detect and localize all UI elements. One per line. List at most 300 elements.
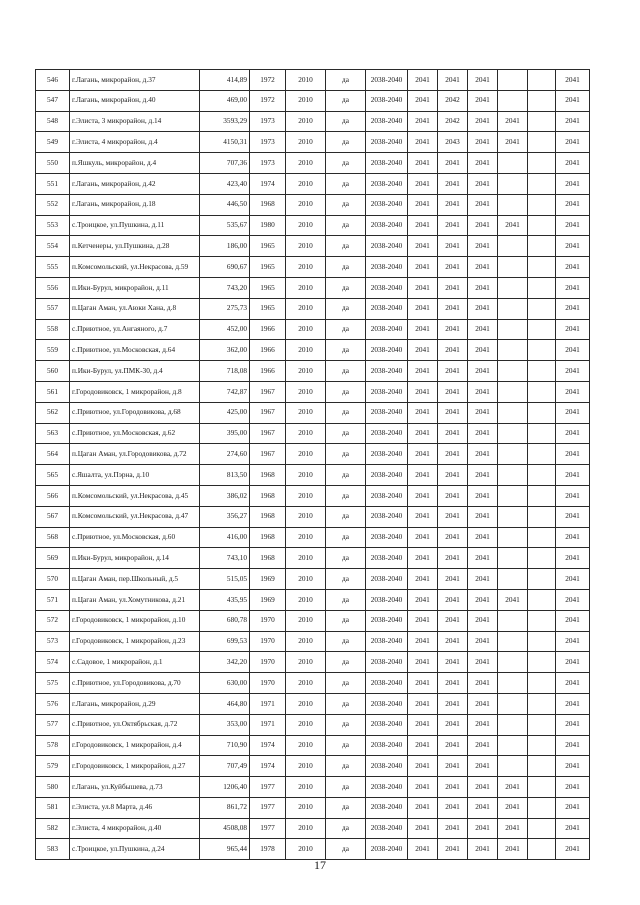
work-3-cell: 2041	[468, 90, 498, 111]
row-number: 547	[36, 90, 70, 111]
work-2-cell: 2041	[438, 340, 468, 361]
area-cell: 4508,08	[200, 818, 250, 839]
year-built-cell: 1969	[250, 569, 286, 590]
repair-needed-cell: да	[326, 423, 366, 444]
area-cell: 416,00	[200, 527, 250, 548]
work-1-cell: 2041	[408, 381, 438, 402]
work-1-cell: 2041	[408, 714, 438, 735]
work-3-cell: 2041	[468, 631, 498, 652]
repair-period-cell: 2038-2040	[366, 194, 408, 215]
work-3-cell: 2041	[468, 465, 498, 486]
work-5-cell: 2041	[556, 777, 590, 798]
work-3-cell: 2041	[468, 402, 498, 423]
last-repair-cell: 2010	[286, 673, 326, 694]
address-cell: г.Лагань, микрорайон, д.40	[70, 90, 200, 111]
work-1-cell: 2041	[408, 319, 438, 340]
row-number: 556	[36, 277, 70, 298]
work-1-cell: 2041	[408, 132, 438, 153]
work-2-cell: 2042	[438, 111, 468, 132]
work-3-cell: 2041	[468, 797, 498, 818]
work-4-cell	[498, 402, 528, 423]
table-row	[36, 839, 590, 860]
last-repair-cell: 2010	[286, 756, 326, 777]
table-row	[36, 797, 590, 818]
blank-cell	[528, 173, 556, 194]
blank-cell	[528, 569, 556, 590]
work-3-cell: 2041	[468, 569, 498, 590]
year-built-cell: 1968	[250, 485, 286, 506]
work-5-cell: 2041	[556, 257, 590, 278]
table-row	[36, 735, 590, 756]
work-2-cell: 2041	[438, 402, 468, 423]
last-repair-cell: 2010	[286, 714, 326, 735]
row-number: 573	[36, 631, 70, 652]
work-2-cell: 2041	[438, 777, 468, 798]
work-2-cell: 2041	[438, 548, 468, 569]
repair-period-cell: 2038-2040	[366, 111, 408, 132]
repair-period-cell: 2038-2040	[366, 132, 408, 153]
blank-cell	[528, 818, 556, 839]
year-built-cell: 1974	[250, 173, 286, 194]
work-5-cell: 2041	[556, 693, 590, 714]
work-3-cell: 2041	[468, 153, 498, 174]
work-3-cell: 2041	[468, 818, 498, 839]
work-1-cell: 2041	[408, 756, 438, 777]
year-built-cell: 1970	[250, 610, 286, 631]
address-cell: п.Ики-Бурул, микрорайон, д.14	[70, 548, 200, 569]
table-row	[36, 610, 590, 631]
last-repair-cell: 2010	[286, 402, 326, 423]
work-5-cell: 2041	[556, 465, 590, 486]
repair-period-cell: 2038-2040	[366, 839, 408, 860]
repair-needed-cell: да	[326, 548, 366, 569]
year-built-cell: 1969	[250, 589, 286, 610]
address-cell: с.Приютное, ул.Октябрьская, д.72	[70, 714, 200, 735]
row-number: 578	[36, 735, 70, 756]
repair-needed-cell: да	[326, 381, 366, 402]
work-4-cell: 2041	[498, 589, 528, 610]
work-2-cell: 2041	[438, 631, 468, 652]
work-2-cell: 2041	[438, 485, 468, 506]
repair-needed-cell: да	[326, 236, 366, 257]
work-3-cell: 2041	[468, 277, 498, 298]
row-number: 581	[36, 797, 70, 818]
work-4-cell	[498, 465, 528, 486]
work-4-cell	[498, 485, 528, 506]
work-1-cell: 2041	[408, 485, 438, 506]
repair-period-cell: 2038-2040	[366, 90, 408, 111]
address-cell: с.Приютное, ул.Московская, д.60	[70, 527, 200, 548]
work-5-cell: 2041	[556, 444, 590, 465]
address-cell: с.Приютное, ул.Ангаяного, д.7	[70, 319, 200, 340]
table-row	[36, 298, 590, 319]
work-1-cell: 2041	[408, 153, 438, 174]
page-number: 17	[314, 858, 326, 872]
year-built-cell: 1972	[250, 70, 286, 91]
work-1-cell: 2041	[408, 465, 438, 486]
blank-cell	[528, 111, 556, 132]
work-3-cell: 2041	[468, 714, 498, 735]
area-cell: 630,00	[200, 673, 250, 694]
last-repair-cell: 2010	[286, 569, 326, 590]
table-row	[36, 756, 590, 777]
work-5-cell: 2041	[556, 236, 590, 257]
last-repair-cell: 2010	[286, 90, 326, 111]
row-number: 563	[36, 423, 70, 444]
work-4-cell: 2041	[498, 777, 528, 798]
area-cell: 395,00	[200, 423, 250, 444]
table-body	[36, 70, 590, 860]
area-cell: 469,00	[200, 90, 250, 111]
year-built-cell: 1965	[250, 236, 286, 257]
area-cell: 464,80	[200, 693, 250, 714]
blank-cell	[528, 839, 556, 860]
area-cell: 1206,40	[200, 777, 250, 798]
last-repair-cell: 2010	[286, 153, 326, 174]
work-2-cell: 2041	[438, 215, 468, 236]
work-5-cell: 2041	[556, 839, 590, 860]
work-4-cell	[498, 194, 528, 215]
blank-cell	[528, 402, 556, 423]
address-cell: п.Цаган Аман, ул.Аюки Хана, д.8	[70, 298, 200, 319]
work-3-cell: 2041	[468, 381, 498, 402]
work-5-cell: 2041	[556, 569, 590, 590]
address-cell: г.Лагань, микрорайон, д.42	[70, 173, 200, 194]
blank-cell	[528, 215, 556, 236]
table-row	[36, 444, 590, 465]
work-2-cell: 2041	[438, 257, 468, 278]
repair-period-cell: 2038-2040	[366, 527, 408, 548]
address-cell: г.Лагань, микрорайон, д.29	[70, 693, 200, 714]
repair-needed-cell: да	[326, 132, 366, 153]
blank-cell	[528, 319, 556, 340]
year-built-cell: 1968	[250, 194, 286, 215]
last-repair-cell: 2010	[286, 215, 326, 236]
blank-cell	[528, 735, 556, 756]
area-cell: 515,05	[200, 569, 250, 590]
address-cell: с.Троицкое, ул.Пушкина, д.11	[70, 215, 200, 236]
repair-period-cell: 2038-2040	[366, 298, 408, 319]
work-5-cell: 2041	[556, 215, 590, 236]
area-cell: 342,20	[200, 652, 250, 673]
area-cell: 699,53	[200, 631, 250, 652]
year-built-cell: 1968	[250, 548, 286, 569]
repair-needed-cell: да	[326, 506, 366, 527]
table-row	[36, 548, 590, 569]
blank-cell	[528, 340, 556, 361]
work-2-cell: 2041	[438, 527, 468, 548]
repair-needed-cell: да	[326, 153, 366, 174]
row-number: 570	[36, 569, 70, 590]
repair-period-cell: 2038-2040	[366, 402, 408, 423]
area-cell: 743,20	[200, 277, 250, 298]
area-cell: 742,87	[200, 381, 250, 402]
row-number: 553	[36, 215, 70, 236]
work-4-cell: 2041	[498, 111, 528, 132]
work-2-cell: 2041	[438, 423, 468, 444]
repair-period-cell: 2038-2040	[366, 693, 408, 714]
repair-needed-cell: да	[326, 527, 366, 548]
area-cell: 965,44	[200, 839, 250, 860]
blank-cell	[528, 589, 556, 610]
blank-cell	[528, 236, 556, 257]
repair-period-cell: 2038-2040	[366, 277, 408, 298]
work-1-cell: 2041	[408, 527, 438, 548]
area-cell: 446,50	[200, 194, 250, 215]
blank-cell	[528, 548, 556, 569]
blank-cell	[528, 610, 556, 631]
work-5-cell: 2041	[556, 298, 590, 319]
row-number: 560	[36, 361, 70, 382]
row-number: 546	[36, 70, 70, 91]
work-5-cell: 2041	[556, 548, 590, 569]
year-built-cell: 1980	[250, 215, 286, 236]
address-cell: г.Городовиковск, 1 микрорайон, д.4	[70, 735, 200, 756]
last-repair-cell: 2010	[286, 444, 326, 465]
repair-period-cell: 2038-2040	[366, 70, 408, 91]
table-row	[36, 777, 590, 798]
work-5-cell: 2041	[556, 673, 590, 694]
year-built-cell: 1971	[250, 693, 286, 714]
work-2-cell: 2041	[438, 693, 468, 714]
year-built-cell: 1967	[250, 423, 286, 444]
work-2-cell: 2041	[438, 506, 468, 527]
repair-needed-cell: да	[326, 735, 366, 756]
work-4-cell	[498, 381, 528, 402]
work-4-cell	[498, 756, 528, 777]
repair-needed-cell: да	[326, 340, 366, 361]
work-1-cell: 2041	[408, 797, 438, 818]
area-cell: 718,08	[200, 361, 250, 382]
repair-needed-cell: да	[326, 319, 366, 340]
work-3-cell: 2041	[468, 673, 498, 694]
work-1-cell: 2041	[408, 423, 438, 444]
address-cell: с.Приютное, ул.Городовикова, д.70	[70, 673, 200, 694]
work-2-cell: 2041	[438, 236, 468, 257]
work-4-cell	[498, 70, 528, 91]
address-cell: г.Городовиковск, 1 микрорайон, д.27	[70, 756, 200, 777]
year-built-cell: 1967	[250, 402, 286, 423]
work-1-cell: 2041	[408, 569, 438, 590]
repair-needed-cell: да	[326, 756, 366, 777]
table-row	[36, 132, 590, 153]
work-5-cell: 2041	[556, 756, 590, 777]
last-repair-cell: 2010	[286, 485, 326, 506]
work-5-cell: 2041	[556, 132, 590, 153]
address-cell: п.Яшкуль, микрорайон, д.4	[70, 153, 200, 174]
work-3-cell: 2041	[468, 236, 498, 257]
work-4-cell	[498, 277, 528, 298]
work-3-cell: 2041	[468, 756, 498, 777]
blank-cell	[528, 506, 556, 527]
repair-period-cell: 2038-2040	[366, 257, 408, 278]
blank-cell	[528, 797, 556, 818]
work-2-cell: 2041	[438, 277, 468, 298]
blank-cell	[528, 485, 556, 506]
repair-needed-cell: да	[326, 569, 366, 590]
work-5-cell: 2041	[556, 194, 590, 215]
work-5-cell: 2041	[556, 361, 590, 382]
table-row	[36, 111, 590, 132]
year-built-cell: 1974	[250, 735, 286, 756]
repair-period-cell: 2038-2040	[366, 381, 408, 402]
repair-period-cell: 2038-2040	[366, 610, 408, 631]
repair-needed-cell: да	[326, 673, 366, 694]
work-1-cell: 2041	[408, 548, 438, 569]
work-2-cell: 2041	[438, 381, 468, 402]
work-2-cell: 2041	[438, 569, 468, 590]
last-repair-cell: 2010	[286, 319, 326, 340]
repair-needed-cell: да	[326, 610, 366, 631]
table-row	[36, 319, 590, 340]
year-built-cell: 1973	[250, 132, 286, 153]
last-repair-cell: 2010	[286, 381, 326, 402]
table-row	[36, 381, 590, 402]
repair-period-cell: 2038-2040	[366, 236, 408, 257]
year-built-cell: 1965	[250, 277, 286, 298]
work-2-cell: 2041	[438, 319, 468, 340]
repair-needed-cell: да	[326, 839, 366, 860]
table-row	[36, 423, 590, 444]
area-cell: 861,72	[200, 797, 250, 818]
work-3-cell: 2041	[468, 298, 498, 319]
work-4-cell	[498, 506, 528, 527]
last-repair-cell: 2010	[286, 111, 326, 132]
last-repair-cell: 2010	[286, 589, 326, 610]
work-2-cell: 2041	[438, 194, 468, 215]
work-4-cell	[498, 548, 528, 569]
repair-period-cell: 2038-2040	[366, 631, 408, 652]
area-cell: 710,90	[200, 735, 250, 756]
repair-needed-cell: да	[326, 215, 366, 236]
address-cell: г.Элиста, ул.8 Марта, д.46	[70, 797, 200, 818]
row-number: 576	[36, 693, 70, 714]
repair-period-cell: 2038-2040	[366, 756, 408, 777]
work-2-cell: 2041	[438, 361, 468, 382]
work-5-cell: 2041	[556, 381, 590, 402]
work-3-cell: 2041	[468, 132, 498, 153]
last-repair-cell: 2010	[286, 777, 326, 798]
year-built-cell: 1970	[250, 631, 286, 652]
table-row	[36, 714, 590, 735]
area-cell: 423,40	[200, 173, 250, 194]
year-built-cell: 1966	[250, 361, 286, 382]
repair-needed-cell: да	[326, 173, 366, 194]
table-row	[36, 673, 590, 694]
work-3-cell: 2041	[468, 735, 498, 756]
address-cell: г.Лагань, микрорайон, д.37	[70, 70, 200, 91]
work-3-cell: 2041	[468, 215, 498, 236]
work-5-cell: 2041	[556, 527, 590, 548]
work-1-cell: 2041	[408, 506, 438, 527]
row-number: 572	[36, 610, 70, 631]
last-repair-cell: 2010	[286, 735, 326, 756]
work-1-cell: 2041	[408, 610, 438, 631]
work-5-cell: 2041	[556, 173, 590, 194]
table-row	[36, 90, 590, 111]
row-number: 552	[36, 194, 70, 215]
blank-cell	[528, 132, 556, 153]
blank-cell	[528, 777, 556, 798]
last-repair-cell: 2010	[286, 257, 326, 278]
table-row	[36, 465, 590, 486]
row-number: 558	[36, 319, 70, 340]
address-cell: п.Цаган Аман, пер.Школьный, д.5	[70, 569, 200, 590]
repair-period-cell: 2038-2040	[366, 797, 408, 818]
work-4-cell	[498, 714, 528, 735]
repair-needed-cell: да	[326, 693, 366, 714]
row-number: 567	[36, 506, 70, 527]
blank-cell	[528, 257, 556, 278]
work-3-cell: 2041	[468, 610, 498, 631]
area-cell: 4150,31	[200, 132, 250, 153]
work-4-cell	[498, 236, 528, 257]
last-repair-cell: 2010	[286, 70, 326, 91]
work-4-cell	[498, 319, 528, 340]
repair-needed-cell: да	[326, 652, 366, 673]
work-2-cell: 2041	[438, 298, 468, 319]
repair-period-cell: 2038-2040	[366, 714, 408, 735]
work-1-cell: 2041	[408, 818, 438, 839]
work-2-cell: 2043	[438, 132, 468, 153]
work-4-cell	[498, 153, 528, 174]
last-repair-cell: 2010	[286, 340, 326, 361]
work-1-cell: 2041	[408, 277, 438, 298]
work-1-cell: 2041	[408, 693, 438, 714]
address-cell: п.Цаган Аман, ул.Городовикова, д.72	[70, 444, 200, 465]
repair-needed-cell: да	[326, 465, 366, 486]
repair-period-cell: 2038-2040	[366, 652, 408, 673]
table-row	[36, 361, 590, 382]
area-cell: 452,00	[200, 319, 250, 340]
work-5-cell: 2041	[556, 652, 590, 673]
row-number: 557	[36, 298, 70, 319]
address-cell: с.Садовое, 1 микрорайон, д.1	[70, 652, 200, 673]
blank-cell	[528, 527, 556, 548]
work-1-cell: 2041	[408, 215, 438, 236]
blank-cell	[528, 444, 556, 465]
area-cell: 274,60	[200, 444, 250, 465]
repair-needed-cell: да	[326, 361, 366, 382]
work-1-cell: 2041	[408, 839, 438, 860]
address-cell: п.Комсомольский, ул.Некрасова, д.47	[70, 506, 200, 527]
work-5-cell: 2041	[556, 340, 590, 361]
last-repair-cell: 2010	[286, 132, 326, 153]
row-number: 561	[36, 381, 70, 402]
repair-needed-cell: да	[326, 714, 366, 735]
work-4-cell	[498, 298, 528, 319]
work-2-cell: 2042	[438, 90, 468, 111]
year-built-cell: 1978	[250, 839, 286, 860]
table-row	[36, 693, 590, 714]
area-cell: 425,00	[200, 402, 250, 423]
blank-cell	[528, 465, 556, 486]
work-2-cell: 2041	[438, 153, 468, 174]
work-1-cell: 2041	[408, 673, 438, 694]
work-1-cell: 2041	[408, 236, 438, 257]
work-3-cell: 2041	[468, 652, 498, 673]
year-built-cell: 1971	[250, 714, 286, 735]
row-number: 582	[36, 818, 70, 839]
area-cell: 275,73	[200, 298, 250, 319]
repair-needed-cell: да	[326, 111, 366, 132]
work-2-cell: 2041	[438, 756, 468, 777]
last-repair-cell: 2010	[286, 173, 326, 194]
row-number: 571	[36, 589, 70, 610]
work-4-cell	[498, 444, 528, 465]
work-3-cell: 2041	[468, 693, 498, 714]
work-1-cell: 2041	[408, 631, 438, 652]
